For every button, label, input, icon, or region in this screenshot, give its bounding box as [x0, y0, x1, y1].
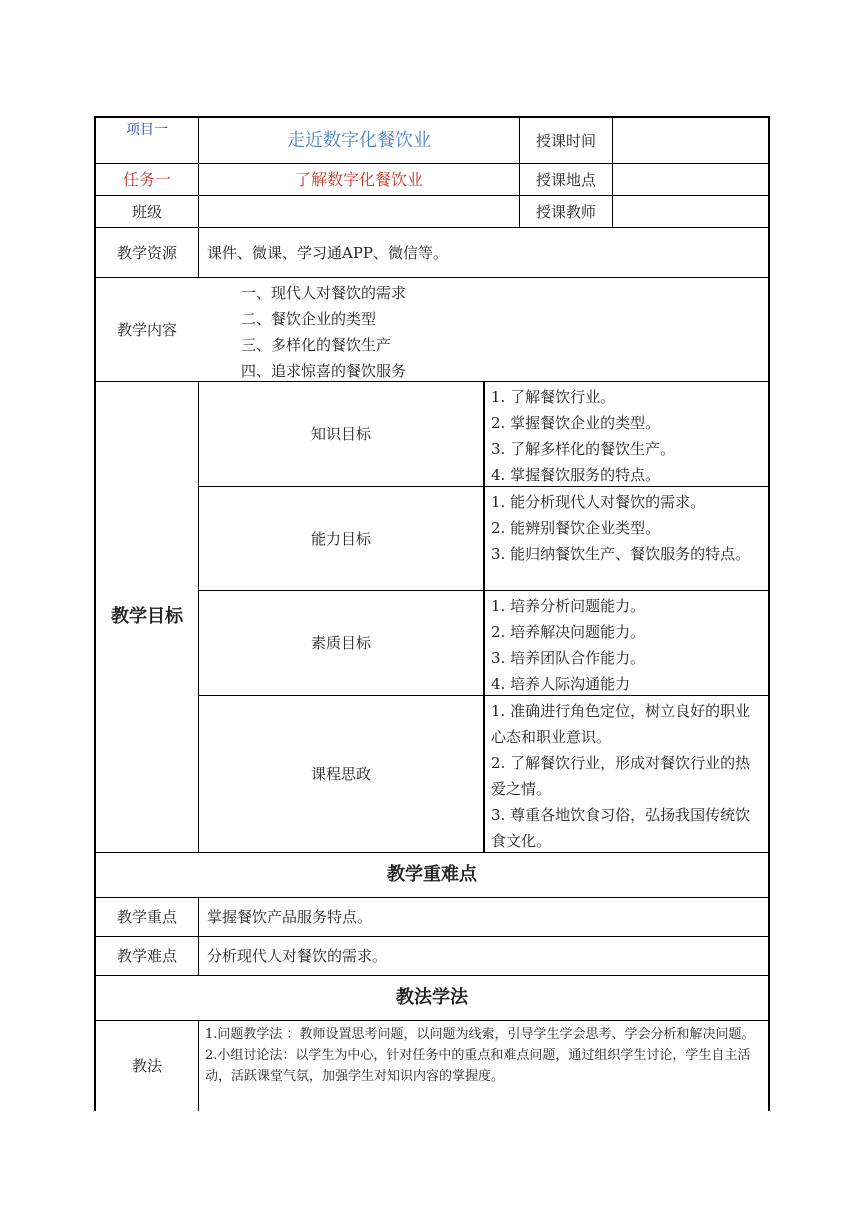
objective-group-name: 知识目标 — [310, 425, 371, 443]
time-label: 授课时间 — [535, 131, 596, 150]
objectives-label: 教学目标 — [111, 606, 183, 627]
task-title: 了解数字化餐饮业 — [294, 169, 423, 189]
objective-group-name: 素质目标 — [310, 634, 371, 652]
list-item: 1. 了解餐饮行业。 — [491, 388, 616, 406]
list-item: 1. 能分析现代人对餐饮的需求。 — [491, 493, 706, 511]
lesson-plan-table — [94, 116, 770, 1111]
objective-list — [485, 382, 768, 486]
list-item: 四、追求惊喜的餐饮服务 — [241, 362, 407, 380]
difficulty-label: 教学难点 — [116, 947, 177, 965]
list-item: 一、现代人对餐饮的需求 — [241, 284, 407, 302]
teacher-label: 授课教师 — [535, 202, 596, 221]
methods-section-title: 教法学法 — [396, 987, 468, 1008]
difficulty-value: 分析现代人对餐饮的需求。 — [207, 947, 388, 965]
list-item: 2. 掌握餐饮企业的类型。 — [491, 414, 661, 432]
list-item: 1.问题教学法 ：教师设置思考问题，以问题为线索，引导学生学会思考、学会分析和解决问题。 — [205, 1027, 755, 1042]
list-item: 2.小组讨论法：以学生为中心，针对任务中的重点和难点问题，通过组织学生讨论，学生自主活动，活跃课堂气氛，加强学生对知识内容的掌握度。 — [205, 1048, 751, 1084]
resources-value: 课件、微课、学习通APP、微信等。 — [207, 243, 449, 262]
methods-label: 教法 — [131, 1057, 162, 1075]
list-item: 二、餐饮企业的类型 — [241, 310, 377, 328]
objective-list — [485, 591, 768, 695]
project-label: 项目一 — [126, 122, 168, 138]
lesson-plan-sheet — [94, 116, 770, 1111]
list-item: 2. 了解餐饮行业，形成对餐饮行业的热爱之情。 — [491, 754, 751, 798]
content-label: 教学内容 — [116, 320, 177, 339]
list-item: 2. 能辨别餐饮企业类型。 — [491, 519, 661, 537]
objective-group-name: 能力目标 — [310, 529, 371, 548]
resources-label: 教学资源 — [116, 243, 177, 262]
objective-list — [485, 696, 768, 852]
content-list — [199, 278, 768, 381]
focus-label: 教学重点 — [116, 908, 177, 926]
list-item: 1. 培养分析问题能力。 — [491, 597, 646, 615]
task-label: 任务一 — [122, 169, 171, 189]
objective-group-name: 课程思政 — [310, 765, 371, 783]
list-item: 2. 培养解决问题能力。 — [491, 623, 646, 641]
list-item: 4. 培养人际沟通能力 — [491, 675, 631, 693]
focus-value: 掌握餐饮产品服务特点。 — [207, 908, 373, 926]
list-item: 3. 能归纳餐饮生产、餐饮服务的特点。 — [491, 545, 751, 563]
list-item: 3. 培养团队合作能力。 — [491, 649, 646, 667]
list-item: 3. 尊重各地饮食习俗，弘扬我国传统饮食文化。 — [491, 806, 751, 850]
list-item: 3. 了解多样化的餐饮生产。 — [491, 440, 676, 458]
key-points-section-title: 教学重难点 — [387, 864, 477, 885]
place-label: 授课地点 — [535, 170, 596, 189]
methods-list — [199, 1021, 768, 1111]
time-value — [613, 118, 768, 163]
project-title: 走近数字化餐饮业 — [287, 129, 431, 151]
list-item: 三、多样化的餐饮生产 — [241, 336, 392, 354]
class-label: 班级 — [131, 202, 162, 221]
list-item: 1. 准确进行角色定位，树立良好的职业心态和职业意识。 — [491, 702, 751, 746]
table-border-right — [768, 116, 770, 1111]
objective-list — [485, 487, 768, 590]
list-item: 4. 掌握餐饮服务的特点。 — [491, 466, 661, 484]
